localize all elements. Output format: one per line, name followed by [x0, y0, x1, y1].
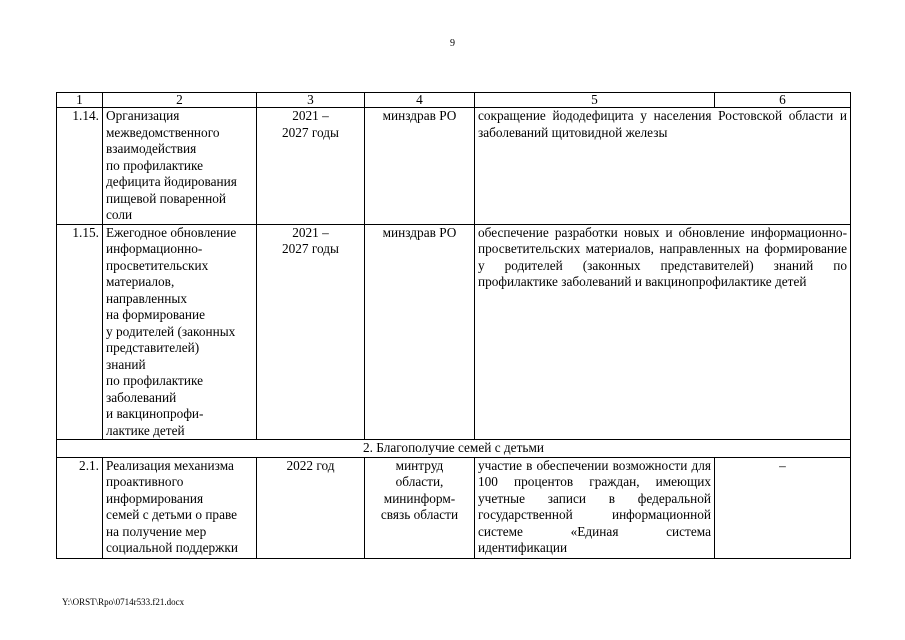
header-cell-6: 6	[715, 93, 851, 108]
text-line: заболеваний	[106, 389, 177, 405]
text-line: области,	[395, 474, 444, 489]
executor	[365, 108, 475, 225]
text-line: 2021 –	[292, 224, 329, 240]
expected-result: обеспечение разработки новых и обновление информационно-просветительских материалов, направленных на формирование у родителей (законных представителей) знаний по профилактике заболеваний и вакцинопрофилактике детей	[475, 224, 851, 440]
text-line: межведомственного	[106, 124, 220, 140]
text-line: на получение мер	[106, 523, 207, 539]
text-line: и вакцинопрофи-	[106, 406, 204, 421]
executor	[365, 457, 475, 558]
text-line: материалов,	[106, 274, 175, 289]
text-line: 2022 год	[286, 457, 335, 473]
text-line: Реализация механизма	[106, 457, 234, 473]
period	[257, 224, 365, 440]
expected-result: сокращение йододефицита у населения Ростовской области и заболеваний щитовидной железы	[475, 108, 851, 225]
indicator-value: –	[715, 457, 851, 558]
table-row	[57, 457, 851, 558]
measure-name	[103, 108, 257, 225]
page-number: 9	[450, 38, 455, 49]
text-line: минтруд	[395, 457, 444, 473]
measure-name	[103, 224, 257, 440]
text-line: по профилактике	[106, 373, 204, 388]
text-line: знаний	[106, 356, 146, 372]
indicator-text-body: участие в обеспечении возможности для 100 процентов граждан, имеющих учетные записи в федеральной государственной информационной системе «Единая система идентификации	[478, 457, 711, 555]
table-row	[57, 224, 851, 440]
text-line: минздрав РО	[382, 224, 457, 240]
row-number: 1.14.	[57, 108, 103, 225]
text-line: информирования	[106, 490, 204, 506]
header-row	[57, 93, 851, 108]
text-line: информационно-	[106, 241, 203, 256]
section-title: 2. Благополучие семей с детьми	[57, 440, 851, 458]
text-line: направленных	[106, 290, 187, 306]
header-cell-1: 1	[57, 93, 103, 108]
text-line: социальной поддержки	[106, 540, 238, 555]
text-line: пищевой поваренной	[106, 190, 226, 206]
text-line: дефицита йодирования	[106, 174, 237, 189]
plan-table	[56, 92, 851, 559]
header-cell-2: 2	[103, 93, 257, 108]
text-line: просветительских	[106, 257, 209, 273]
header-cell-3: 3	[257, 93, 365, 108]
text-line: связь области	[380, 507, 459, 522]
text-line: 2021 –	[292, 108, 329, 123]
text-line: взаимодействия	[106, 141, 197, 156]
row-number: 2.1.	[57, 457, 103, 558]
section-row	[57, 440, 851, 458]
executor	[365, 224, 475, 440]
text-line: лактике детей	[106, 422, 185, 438]
text-line: по профилактике	[106, 157, 204, 173]
file-path-footer: Y:\ORST\Rpo\0714r533.f21.docx	[62, 597, 185, 607]
text-line: семей с детьми о праве	[106, 507, 238, 522]
row-number: 1.15.	[57, 224, 103, 440]
text-line: представителей)	[106, 340, 200, 355]
measure-name	[103, 457, 257, 558]
text-line: 2027 годы	[281, 241, 339, 256]
header-cell-5: 5	[475, 93, 715, 108]
text-line: 2027 годы	[281, 124, 339, 140]
period	[257, 108, 365, 225]
text-line: проактивного	[106, 474, 184, 489]
text-line: соли	[106, 207, 133, 222]
table-row	[57, 108, 851, 225]
text-line: у родителей (законных	[106, 323, 236, 339]
text-line: минздрав РО	[382, 108, 457, 123]
text-line: на формирование	[106, 307, 206, 322]
indicator-text	[475, 457, 715, 558]
text-line: Ежегодное обновление	[106, 224, 237, 240]
text-line: Организация	[106, 108, 180, 123]
header-cell-4: 4	[365, 93, 475, 108]
text-line: мининформ-	[383, 490, 456, 506]
period	[257, 457, 365, 558]
